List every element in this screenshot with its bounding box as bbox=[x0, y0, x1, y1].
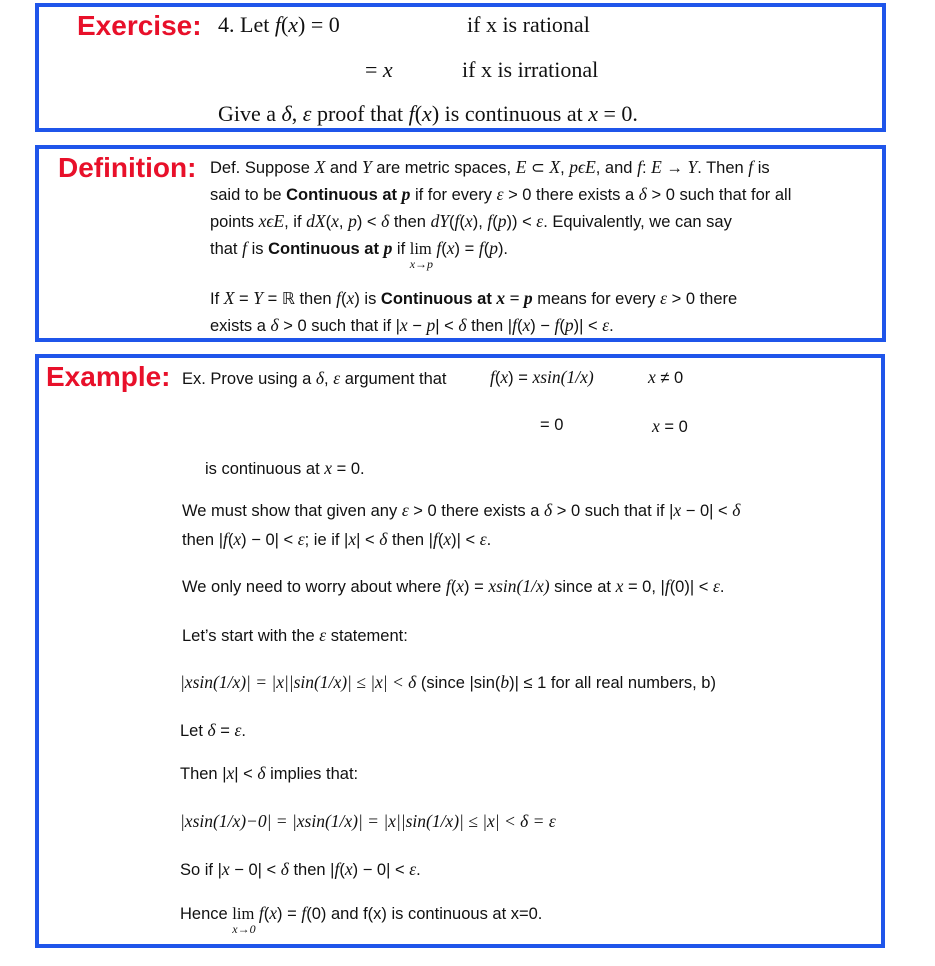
math-text: ε bbox=[302, 101, 312, 126]
text-segment: Continuous at bbox=[380, 290, 497, 308]
math-text: Y bbox=[361, 157, 372, 177]
text-segment: If bbox=[210, 290, 224, 308]
text-segment: | < bbox=[356, 531, 380, 549]
definition-line bbox=[210, 288, 737, 309]
math-text: x bbox=[464, 211, 473, 231]
text-segment: ) = bbox=[454, 240, 479, 258]
math-text: f bbox=[334, 859, 340, 879]
math-text: x bbox=[346, 288, 355, 308]
math-text: xϵE bbox=[258, 211, 285, 231]
text-segment: − 0| < bbox=[229, 861, 281, 879]
text-segment: said to be bbox=[210, 186, 287, 204]
text-segment: then | bbox=[466, 317, 513, 335]
text-segment: ) = bbox=[464, 578, 489, 596]
text-segment: if for every bbox=[410, 186, 497, 204]
math-text: ε bbox=[536, 211, 544, 231]
text-segment: = 0. bbox=[332, 460, 365, 478]
math-text: δ bbox=[270, 315, 279, 335]
math-text: f bbox=[432, 529, 438, 549]
text-segment: ⊂ bbox=[526, 159, 550, 177]
math-text: Y bbox=[687, 157, 698, 177]
math-text: δ bbox=[458, 315, 467, 335]
text-segment: ( bbox=[559, 317, 565, 335]
example-line bbox=[180, 672, 716, 693]
example-line bbox=[180, 903, 543, 936]
text-segment: So if | bbox=[180, 861, 222, 879]
text-segment: ) − 0| < bbox=[241, 531, 298, 549]
example-line bbox=[182, 625, 408, 646]
text-segment: > 0 there exists a bbox=[408, 502, 544, 520]
text-segment: . bbox=[416, 861, 421, 879]
exercise-line bbox=[218, 101, 638, 127]
text-segment: ≠ 0 bbox=[655, 369, 684, 387]
math-text: x bbox=[226, 763, 235, 783]
text-segment: , bbox=[324, 370, 334, 388]
text-segment: then | bbox=[288, 861, 335, 879]
text-segment: )| < bbox=[573, 317, 603, 335]
lim-subscript: x→p bbox=[409, 257, 434, 271]
math-text: x bbox=[344, 859, 353, 879]
math-text: ε bbox=[660, 288, 668, 308]
math-text: xsin bbox=[532, 367, 561, 387]
math-text: x bbox=[648, 367, 656, 387]
exercise-line bbox=[218, 12, 340, 38]
math-text: δ bbox=[281, 101, 292, 126]
text-segment: Continuous at bbox=[286, 186, 402, 204]
example-line bbox=[182, 500, 740, 521]
text-segment: ( bbox=[492, 213, 498, 231]
text-segment: ) = bbox=[277, 905, 302, 923]
text-segment: − bbox=[407, 317, 427, 335]
math-text: f bbox=[274, 12, 281, 37]
math-text: E bbox=[651, 157, 662, 177]
math-text: p bbox=[383, 238, 393, 258]
text-segment: is bbox=[246, 240, 269, 258]
math-text: f bbox=[454, 211, 460, 231]
definition-label: Definition: bbox=[58, 152, 197, 183]
text-segment: , bbox=[291, 101, 303, 126]
math-text: X bbox=[549, 157, 561, 177]
definition-line bbox=[210, 315, 614, 336]
math-text: x bbox=[269, 903, 278, 923]
text-segment: ( bbox=[437, 531, 444, 549]
example-line bbox=[182, 576, 724, 597]
math-text: x bbox=[221, 859, 230, 879]
math-text: x bbox=[446, 238, 455, 258]
text-segment: since at bbox=[549, 578, 616, 596]
math-text: x bbox=[324, 458, 333, 478]
exercise-label: Exercise: bbox=[77, 10, 202, 41]
text-segment: if x is rational bbox=[467, 12, 590, 37]
text-segment: . bbox=[609, 317, 614, 335]
text-segment: Then | bbox=[180, 765, 227, 783]
text-segment: (since |sin( bbox=[416, 674, 501, 692]
text-segment: argument that bbox=[340, 370, 447, 388]
limit-expression bbox=[409, 239, 434, 271]
math-text: d bbox=[306, 211, 315, 231]
text-segment: − 0| < bbox=[681, 502, 733, 520]
text-segment: ) < bbox=[356, 213, 382, 231]
exercise-line bbox=[462, 57, 598, 83]
math-text: x bbox=[331, 211, 339, 231]
text-segment: = bbox=[365, 57, 383, 82]
text-segment: , bbox=[560, 159, 570, 177]
example-line bbox=[180, 763, 358, 784]
text-segment: (0)| < bbox=[669, 578, 713, 596]
text-segment: )| ≤ 1 for all real numbers, b) bbox=[509, 674, 716, 692]
text-segment: proof that bbox=[311, 101, 409, 126]
text-segment: implies that: bbox=[265, 765, 359, 783]
math-text: x bbox=[233, 529, 242, 549]
math-text: p bbox=[401, 184, 411, 204]
text-segment: ( bbox=[494, 369, 501, 387]
text-segment: > 0 such that if | bbox=[552, 502, 674, 520]
math-text: f bbox=[554, 315, 560, 335]
text-segment: = 0, | bbox=[623, 578, 665, 596]
math-text: p bbox=[564, 315, 574, 335]
text-segment: = 0. bbox=[598, 101, 638, 126]
math-text: p bbox=[426, 315, 436, 335]
math-text: x bbox=[422, 101, 432, 126]
limit-expression bbox=[232, 904, 256, 936]
math-text: x bbox=[288, 12, 299, 37]
text-segment: ) is bbox=[354, 290, 381, 308]
math-text: f bbox=[487, 211, 493, 231]
math-text: x bbox=[348, 529, 357, 549]
text-segment: ( bbox=[516, 317, 523, 335]
text-segment: is continuous at bbox=[205, 460, 325, 478]
text-segment: that bbox=[210, 240, 243, 258]
math-text: x bbox=[456, 576, 464, 596]
text-segment: then | bbox=[182, 531, 223, 549]
text-segment: ; ie if | bbox=[304, 531, 349, 549]
math-text: δ bbox=[638, 184, 647, 204]
math-text: f bbox=[512, 315, 517, 335]
text-segment: : bbox=[641, 159, 652, 177]
definition-line bbox=[210, 184, 791, 205]
text-segment: = bbox=[234, 290, 254, 308]
example-line bbox=[652, 416, 688, 437]
text-segment: ( bbox=[414, 101, 423, 126]
math-text: δ bbox=[732, 500, 741, 520]
math-text: x bbox=[399, 315, 408, 335]
text-segment: > 0 such that if | bbox=[278, 317, 400, 335]
math-text: f bbox=[445, 576, 451, 596]
text-segment: ( bbox=[449, 213, 455, 231]
text-segment: We must show that given any bbox=[182, 502, 402, 520]
text-segment: Let bbox=[180, 722, 208, 740]
math-text: pϵE bbox=[569, 157, 596, 177]
math-text: ε bbox=[602, 315, 610, 335]
definition-line bbox=[210, 238, 509, 271]
math-text: f bbox=[242, 238, 247, 258]
text-segment: then bbox=[389, 213, 431, 231]
text-segment: ( bbox=[483, 240, 490, 258]
text-segment: ( bbox=[341, 290, 347, 308]
text-segment: 4. Let bbox=[218, 12, 275, 37]
math-text: x bbox=[382, 57, 393, 82]
text-segment: ( bbox=[280, 12, 289, 37]
text-segment: if bbox=[392, 240, 410, 258]
example-line bbox=[540, 416, 563, 435]
math-text: ε bbox=[319, 625, 327, 645]
text-segment: statement: bbox=[326, 627, 408, 645]
text-segment: )| < bbox=[451, 531, 480, 549]
text-segment: Hence bbox=[180, 905, 233, 923]
text-segment: then | bbox=[387, 531, 433, 549]
math-text: δ bbox=[544, 500, 553, 520]
math-text: b bbox=[500, 672, 510, 692]
text-segment: ) − bbox=[530, 317, 555, 335]
example-line bbox=[182, 368, 447, 389]
math-text: x bbox=[443, 529, 452, 549]
math-text: ε bbox=[409, 859, 417, 879]
math-text: p bbox=[497, 211, 507, 231]
text-segment: Let’s start with the bbox=[182, 627, 320, 645]
text-segment: ), bbox=[472, 213, 488, 231]
math-text: |xsin(1/x)| = |x||sin(1/x)| ≤ |x| < δ bbox=[180, 672, 417, 692]
text-segment: ( bbox=[339, 861, 345, 879]
text-segment: ) is continuous at bbox=[431, 101, 589, 126]
lim-text: lim bbox=[409, 239, 432, 258]
text-segment: (0) and f(x) is continuous at x=0. bbox=[306, 905, 543, 923]
lim-subscript: x→0 bbox=[232, 922, 256, 936]
math-text: E bbox=[515, 157, 527, 177]
definition-line bbox=[210, 211, 732, 232]
text-segment: ). bbox=[497, 240, 509, 258]
math-text: X bbox=[314, 157, 326, 177]
text-segment: ( bbox=[459, 213, 465, 231]
text-segment: , if bbox=[284, 213, 307, 231]
math-text: δ bbox=[280, 859, 289, 879]
math-text: ε bbox=[234, 720, 242, 740]
text-segment: means for every bbox=[532, 290, 661, 308]
text-segment: = 0 bbox=[659, 418, 688, 436]
text-segment: . Then bbox=[697, 159, 749, 177]
text-segment: ( bbox=[263, 905, 270, 923]
text-segment: ) = 0 bbox=[298, 12, 340, 37]
math-text: f bbox=[258, 903, 264, 923]
math-text: Y bbox=[253, 288, 264, 308]
math-text: f bbox=[436, 238, 442, 258]
lim-text: lim bbox=[232, 904, 255, 923]
math-text: δ bbox=[315, 368, 325, 388]
math-text: f bbox=[222, 529, 228, 549]
math-text: x bbox=[652, 416, 660, 436]
math-text: ε bbox=[712, 576, 720, 596]
math-text: ε bbox=[297, 529, 305, 549]
text-segment: , bbox=[338, 213, 349, 231]
example-label: Example: bbox=[46, 361, 171, 392]
text-segment: . bbox=[719, 578, 725, 596]
math-text: ε bbox=[401, 500, 409, 520]
math-text: f bbox=[748, 157, 754, 177]
math-text: δ bbox=[379, 529, 388, 549]
text-segment: ) − 0| < bbox=[352, 861, 410, 879]
text-segment: We only need to worry about where bbox=[182, 578, 446, 596]
text-segment: . bbox=[241, 722, 246, 740]
math-text: ε bbox=[333, 368, 341, 388]
math-text: (1/x) bbox=[560, 367, 594, 387]
math-text: ε bbox=[479, 529, 487, 549]
math-text: |xsin(1/x)−0| = |xsin(1/x)| = |x||sin(1/x)| ≤ |x| < δ = ε bbox=[180, 811, 556, 831]
example-line bbox=[648, 367, 683, 388]
example-line bbox=[205, 458, 365, 479]
example-line bbox=[180, 811, 556, 832]
math-text: p bbox=[348, 211, 357, 231]
text-segment: are metric spaces, bbox=[371, 159, 516, 177]
text-segment: ( bbox=[325, 213, 332, 231]
text-segment: > 0 such that for all bbox=[646, 186, 792, 204]
text-segment: . bbox=[486, 531, 492, 549]
math-text: x bbox=[522, 315, 531, 335]
math-text: X bbox=[314, 211, 326, 231]
text-segment: Continuous at bbox=[268, 240, 384, 258]
example-line bbox=[490, 367, 594, 388]
example-box bbox=[35, 354, 885, 948]
math-text: δ bbox=[381, 211, 390, 231]
text-segment: points bbox=[210, 213, 259, 231]
exercise-line bbox=[467, 12, 590, 38]
math-text: x bbox=[588, 101, 599, 126]
exercise-line bbox=[365, 57, 393, 83]
definition-line bbox=[210, 157, 770, 178]
example-line bbox=[180, 859, 421, 880]
math-text: δ bbox=[257, 763, 266, 783]
math-text: X bbox=[223, 288, 235, 308]
math-text: f bbox=[490, 367, 495, 387]
math-text: f bbox=[637, 157, 642, 177]
text-segment: )) < bbox=[506, 213, 537, 231]
text-segment: Def. Suppose bbox=[210, 159, 315, 177]
text-segment: > 0 there bbox=[667, 290, 738, 308]
text-segment: ) = bbox=[508, 369, 533, 387]
text-segment: > 0 there exists a bbox=[503, 186, 639, 204]
text-segment: ( bbox=[441, 240, 447, 258]
text-segment: | < bbox=[435, 317, 459, 335]
text-segment: = 0 bbox=[540, 416, 564, 434]
text-segment: . Equivalently, we can say bbox=[543, 213, 732, 231]
text-segment: exists a bbox=[210, 317, 271, 335]
text-segment: Ex. Prove using a bbox=[182, 370, 316, 388]
text-segment: = ℝ then bbox=[263, 290, 337, 308]
math-text: ε bbox=[496, 184, 504, 204]
math-text: x = p bbox=[496, 288, 533, 308]
math-text: f bbox=[664, 576, 670, 596]
text-segment: | < bbox=[234, 765, 258, 783]
text-segment: , and bbox=[595, 159, 638, 177]
math-text: x bbox=[673, 500, 682, 520]
math-text: f bbox=[408, 101, 415, 126]
math-text: p bbox=[489, 238, 498, 258]
text-segment: Give a bbox=[218, 101, 282, 126]
text-segment: ( bbox=[450, 578, 457, 596]
math-text: x bbox=[500, 367, 509, 387]
text-segment: is bbox=[753, 159, 770, 177]
math-text: Y bbox=[439, 211, 450, 231]
math-text: d bbox=[430, 211, 440, 231]
math-text: f bbox=[336, 288, 342, 308]
text-segment: and bbox=[325, 159, 362, 177]
example-line bbox=[180, 720, 246, 741]
text-segment: if x is irrational bbox=[462, 57, 599, 82]
math-text: f bbox=[478, 238, 484, 258]
text-segment: → bbox=[661, 159, 688, 177]
math-text: f bbox=[301, 903, 307, 923]
math-text: δ bbox=[207, 720, 216, 740]
math-text: x bbox=[615, 576, 624, 596]
text-segment: = bbox=[215, 722, 235, 740]
text-segment: ( bbox=[227, 531, 234, 549]
math-text: xsin(1/x) bbox=[488, 576, 550, 596]
example-line bbox=[182, 529, 491, 550]
